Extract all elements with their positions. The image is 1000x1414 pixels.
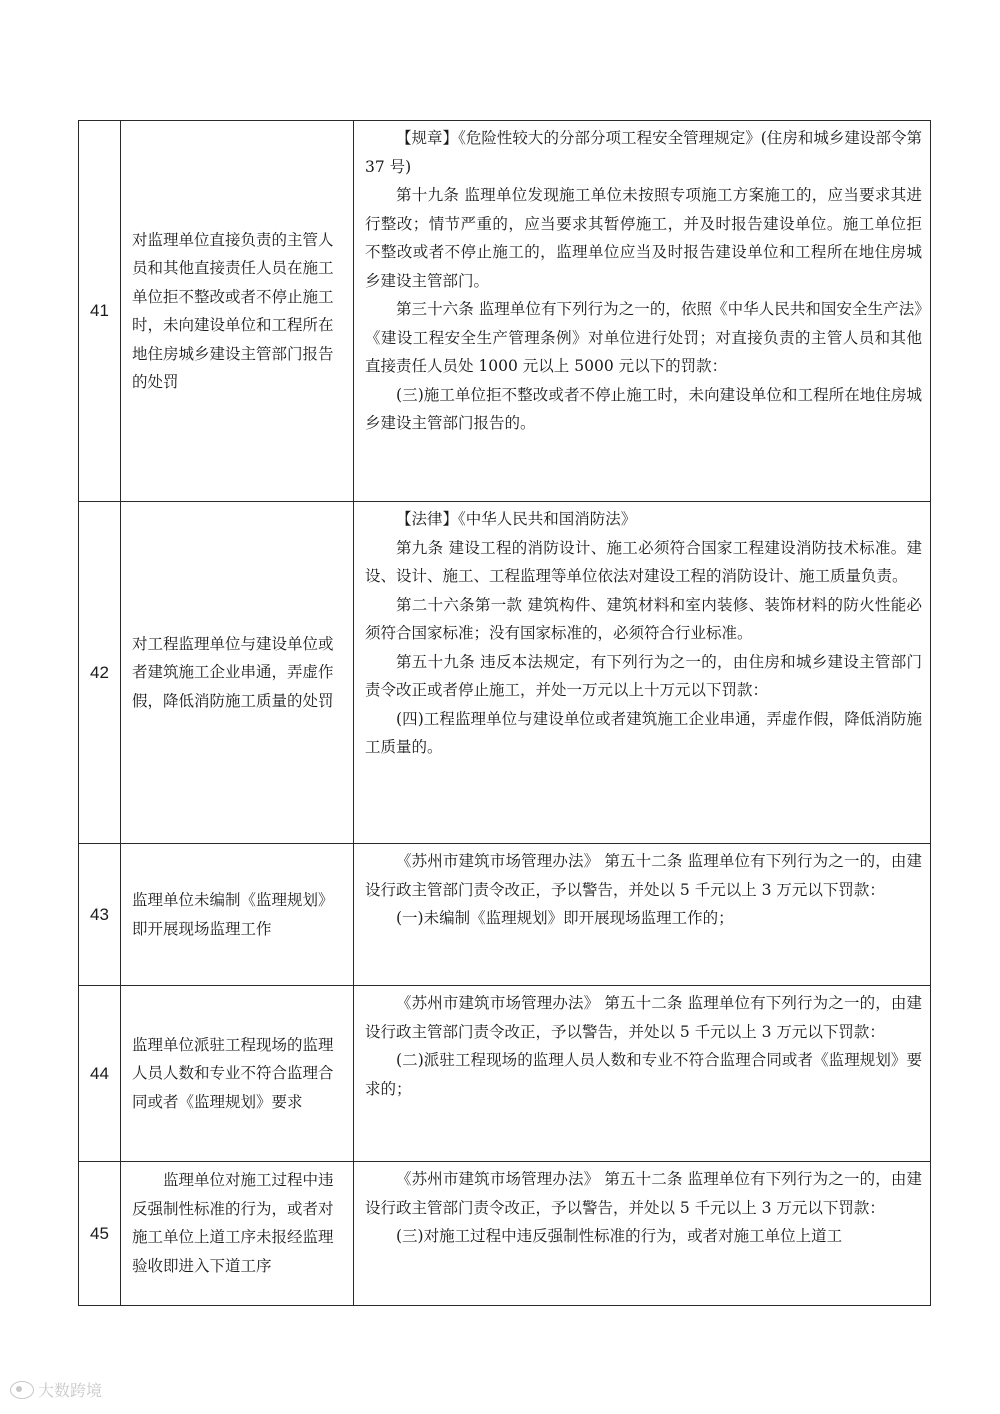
watermark-text: 大数跨境 [38, 1381, 103, 1400]
basis-paragraph: 第二十六条第一款 建筑构件、建筑材料和室内装修、装饰材料的防火性能必须符合国家标准；没有国家标准的，必须符合行业标准。 [365, 595, 922, 642]
row-number: 41 [79, 121, 121, 502]
basis-paragraph: 第九条 建设工程的消防设计、施工必须符合国家工程建设消防技术标准。建设、设计、施工、工程监理等单位依法对建设工程的消防设计、施工质量负责。 [365, 538, 922, 585]
table-row [79, 844, 931, 986]
table-row [79, 121, 931, 502]
basis-paragraph: (四)工程监理单位与建设单位或者建筑施工企业串通，弄虚作假，降低消防施工质量的。 [365, 709, 922, 756]
legal-basis [354, 986, 931, 1162]
basis-paragraph: (一)未编制《监理规划》即开展现场监理工作的； [396, 909, 734, 927]
item-description: 对监理单位直接负责的主管人员和其他直接责任人员在施工单位拒不整改或者不停止施工时，未向建设单位和工程所在地住房城乡建设主管部门报告的处罚 [121, 121, 354, 502]
basis-paragraph: (三)施工单位拒不整改或者不停止施工时，未向建设单位和工程所在地住房城乡建设主管部门报告的。 [365, 385, 922, 432]
row-number: 45 [79, 1162, 121, 1306]
item-description: 监理单位派驻工程现场的监理人员人数和专业不符合监理合同或者《监理规划》要求 [121, 986, 354, 1162]
item-description: 监理单位未编制《监理规划》即开展现场监理工作 [121, 844, 354, 986]
basis-paragraph: 第五十九条 违反本法规定，有下列行为之一的，由住房和城乡建设主管部门责令改正或者停止施工，并处一万元以上十万元以下罚款： [365, 652, 922, 699]
table-row [79, 1162, 931, 1306]
item-text: 监理单位对施工过程中违反强制性标准的行为，或者对施工单位上道工序未报经监理验收即进入下道工序 [132, 1171, 334, 1275]
penalty-table [78, 120, 931, 1306]
legal-basis [354, 844, 931, 986]
basis-paragraph: 第三十六条 监理单位有下列行为之一的，依照《中华人民共和国安全生产法》《建设工程安全生产管理条例》对单位进行处罚；对直接负责的主管人员和其他直接责任人员处 1000 元以上 5000 元以下的罚款： [365, 300, 922, 375]
basis-paragraph: (三)对施工过程中违反强制性标准的行为，或者对施工单位上道工 [396, 1227, 843, 1245]
basis-paragraph: (二)派驻工程现场的监理人员人数和专业不符合监理合同或者《监理规划》要求的； [365, 1051, 922, 1098]
item-description: 对工程监理单位与建设单位或者建筑施工企业串通，弄虚作假，降低消防施工质量的处罚 [121, 502, 354, 844]
basis-paragraph: 【法律】《中华人民共和国消防法》 [396, 510, 637, 528]
basis-paragraph: 《苏州市建筑市场管理办法》 第五十二条 监理单位有下列行为之一的，由建设行政主管部门责令改正，予以警告，并处以 5 千元以上 3 万元以下罚款： [365, 852, 922, 899]
item-description [121, 1162, 354, 1306]
basis-paragraph: 《苏州市建筑市场管理办法》 第五十二条 监理单位有下列行为之一的，由建设行政主管部门责令改正，予以警告，并处以 5 千元以上 3 万元以下罚款： [365, 994, 922, 1041]
table-row [79, 502, 931, 844]
row-number: 44 [79, 986, 121, 1162]
basis-paragraph: 《苏州市建筑市场管理办法》 第五十二条 监理单位有下列行为之一的，由建设行政主管部门责令改正，予以警告，并处以 5 千元以上 3 万元以下罚款： [365, 1170, 922, 1217]
legal-basis [354, 1162, 931, 1306]
basis-paragraph: 第十九条 监理单位发现施工单位未按照专项施工方案施工的，应当要求其进行整改；情节严重的，应当要求其暂停施工，并及时报告建设单位。施工单位拒不整改或者不停止施工的，监理单位应当及时报告建设单位和工程所在地住房城乡建设主管部门。 [365, 186, 922, 290]
legal-basis [354, 502, 931, 844]
legal-basis [354, 121, 931, 502]
row-number: 43 [79, 844, 121, 986]
table-row [79, 986, 931, 1162]
row-number: 42 [79, 502, 121, 844]
watermark-logo-icon [10, 1381, 34, 1399]
watermark [10, 1378, 102, 1401]
basis-paragraph: 【规章】《危险性较大的分部分项工程安全管理规定》(住房和城乡建设部令第 37 号) [365, 129, 922, 176]
